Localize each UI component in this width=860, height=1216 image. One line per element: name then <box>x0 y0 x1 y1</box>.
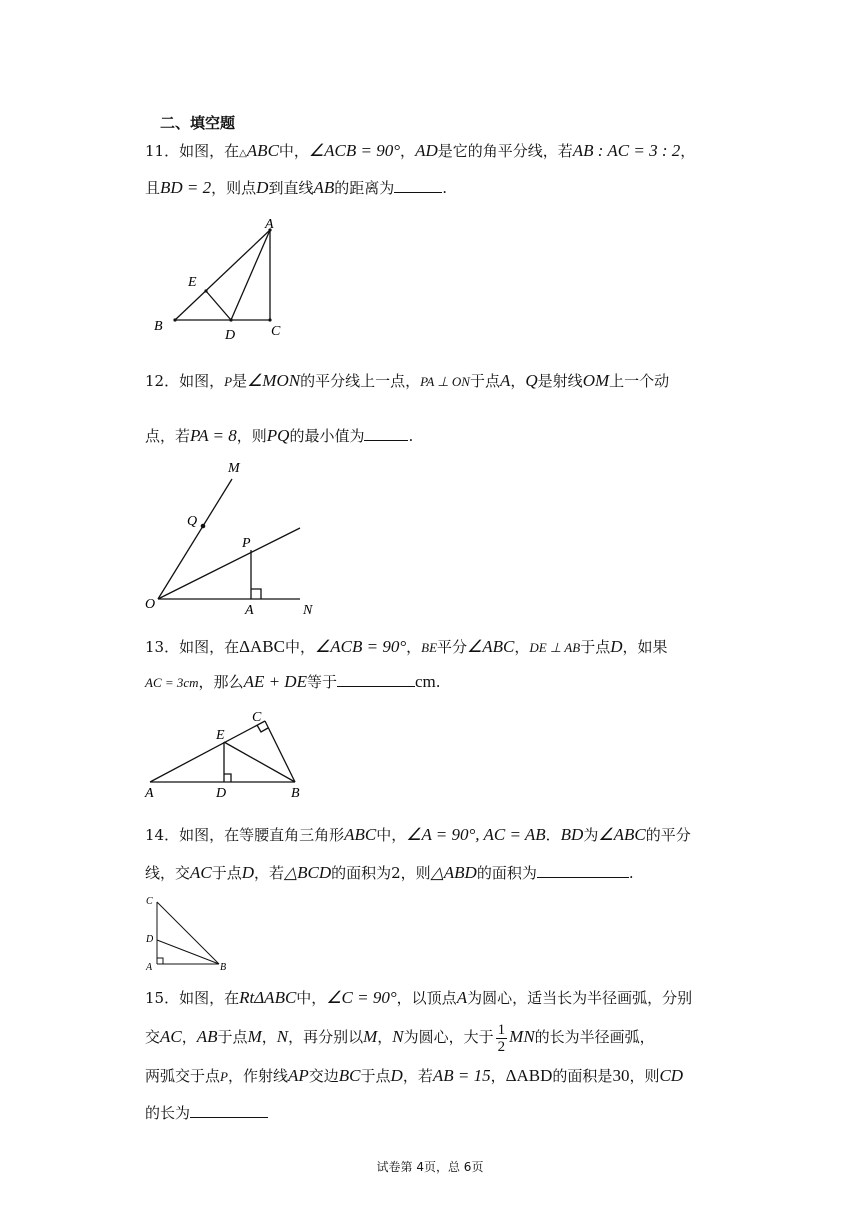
q11-math: ∠ACB = 90° <box>308 141 401 160</box>
q12-line-2 <box>145 419 725 453</box>
q12-text: . <box>408 427 414 445</box>
q15-text: 为圆心，适当长为半径画弧，分别 <box>467 989 693 1007</box>
q11-math: AD <box>415 141 438 160</box>
q15-text: 于点 <box>360 1067 391 1085</box>
q15-text: 交边 <box>308 1067 339 1085</box>
q14-figure <box>140 890 240 980</box>
q14-label-a: A <box>146 962 153 973</box>
q15-math: N <box>276 1027 289 1046</box>
q12-label-q: Q <box>187 514 198 529</box>
q14-line-1 <box>145 816 725 854</box>
q11-label-b: B <box>154 319 163 334</box>
q15-text: 的面积是 <box>552 1067 613 1085</box>
q14-label-c: C <box>146 896 153 907</box>
q14-math: AC <box>190 863 212 882</box>
q15-math: M <box>247 1027 262 1046</box>
q15-text: ， <box>181 1028 197 1046</box>
q13-line-1 <box>145 630 725 665</box>
question-11 <box>145 134 725 205</box>
q13-math: AE + DE <box>243 672 307 691</box>
question-13 <box>145 630 725 700</box>
q13-text: ， <box>406 638 422 656</box>
q12-math: ∠MON <box>247 371 301 390</box>
q13-label-b: B <box>291 786 300 801</box>
q14-text: 线，交 <box>145 864 191 882</box>
q15-text: ， <box>490 1067 506 1085</box>
q15-math: ∠C = 90° <box>326 988 397 1007</box>
q11-text: ， <box>400 142 416 160</box>
q12-text: 的平分线上一点， <box>300 372 421 390</box>
q11-label-c: C <box>271 324 281 339</box>
q13-math: ΔABC <box>239 637 285 656</box>
q12-figure <box>140 455 340 620</box>
q13-label-c: C <box>252 710 262 725</box>
q14-math: ∠ABC <box>598 825 646 844</box>
q15-math: AP <box>287 1066 309 1085</box>
fraction-numerator: 1 <box>497 1021 506 1038</box>
q11-text: 且 <box>145 179 161 197</box>
q11-text: 到直线 <box>268 179 314 197</box>
q15-text: ，作射线 <box>227 1067 288 1085</box>
q11-figure <box>140 212 300 344</box>
q13-text: 中， <box>284 638 315 656</box>
q13-text: ，那么 <box>198 673 244 691</box>
q14-math: △BCD <box>284 863 332 882</box>
q15-math: MN <box>509 1027 535 1046</box>
question-12 <box>145 364 725 453</box>
q12-math: Q <box>525 371 538 390</box>
q11-text: ， <box>680 142 696 160</box>
q11-math: AB <box>313 178 335 197</box>
q13-text: ，如果 <box>622 638 668 656</box>
q14-math: D <box>241 863 255 882</box>
q13-label-a: A <box>145 786 154 801</box>
q13-text: ， <box>514 638 530 656</box>
q15-text: ，则 <box>629 1067 660 1085</box>
q15-math: 30 <box>612 1066 630 1085</box>
q13-label-d: D <box>216 786 227 801</box>
q11-text: 11．如图，在 <box>145 142 240 160</box>
q15-text: 的长为半径画弧， <box>534 1028 655 1046</box>
q15-text: 的长为 <box>145 1104 191 1122</box>
q12-label-o: O <box>145 597 156 612</box>
q11-text: 的距离为 <box>334 179 395 197</box>
q15-math: CD <box>659 1066 684 1085</box>
q15-math: A <box>456 988 468 1007</box>
q14-text: 的面积为2，则 <box>331 864 431 882</box>
q11-text: . <box>442 179 448 197</box>
q15-math: ΔABD <box>505 1066 553 1085</box>
q12-text: ，则 <box>236 427 267 445</box>
q12-label-n: N <box>303 603 313 618</box>
q12-line-1 <box>145 364 725 399</box>
q15-text: ，若 <box>402 1067 433 1085</box>
q14-text: 的平分 <box>645 826 691 844</box>
q15-math: N <box>392 1027 404 1046</box>
q15-text: 于点 <box>217 1028 248 1046</box>
q14-text: 中， <box>376 826 407 844</box>
q15-math: D <box>390 1066 403 1085</box>
q14-text: 于点 <box>211 864 242 882</box>
q11-math: ABC <box>246 141 279 160</box>
q12-label-p: P <box>242 536 251 551</box>
q14-line-2 <box>145 854 725 892</box>
q15-line-4 <box>145 1095 725 1131</box>
fraction-denominator: 2 <box>497 1038 506 1055</box>
q11-line-2 <box>145 171 725 205</box>
q15-math: RtΔABC <box>239 988 297 1007</box>
answer-blank[interactable] <box>337 672 415 687</box>
q11-line-1 <box>145 134 725 171</box>
q15-math: P <box>220 1069 228 1084</box>
question-14 <box>145 816 725 892</box>
q11-math: BD = 2 <box>160 178 212 197</box>
q13-text: 平分 <box>437 638 468 656</box>
q15-text: 15．如图，在 <box>145 989 240 1007</box>
q15-text: ， <box>261 1028 277 1046</box>
q14-text: 14．如图，在等腰直角三角形 <box>145 826 345 844</box>
q14-text: ，若 <box>254 864 285 882</box>
q14-label-b: B <box>220 962 227 973</box>
fraction-one-half <box>496 1022 508 1055</box>
q15-math: AB <box>196 1027 218 1046</box>
q12-math: PA = 8 <box>190 426 237 445</box>
q12-math: A <box>499 371 511 390</box>
q13-math: BE <box>421 640 438 655</box>
q13-text: 13．如图，在 <box>145 638 240 656</box>
q12-math: PQ <box>266 426 290 445</box>
answer-blank[interactable] <box>394 178 442 193</box>
q11-label-d: D <box>225 328 236 343</box>
q15-text: 中， <box>296 989 327 1007</box>
q13-figure <box>140 704 320 804</box>
q14-math: ABC <box>344 825 377 844</box>
q11-text: ，则点 <box>211 179 257 197</box>
q12-text: 于点 <box>469 372 500 390</box>
q14-text: ． <box>545 826 561 844</box>
q12-text: 点，若 <box>145 427 191 445</box>
q13-math: DE ⊥ AB <box>529 640 581 655</box>
q13-label-e: E <box>216 728 225 743</box>
q11-math: AB : AC = 3 : 2 <box>572 141 681 160</box>
q15-text: ，再分别以 <box>288 1028 364 1046</box>
q12-label-m: M <box>228 461 240 476</box>
q15-text: 交 <box>145 1028 161 1046</box>
q12-label-a: A <box>245 603 254 618</box>
q15-text: 两弧交于点 <box>145 1067 221 1085</box>
q13-unit: cm <box>414 672 436 691</box>
q15-text: ，以顶点 <box>396 989 457 1007</box>
q12-math: OM <box>582 371 610 390</box>
q14-text: 为 <box>583 826 599 844</box>
q13-math: AC = 3cm <box>145 675 199 690</box>
q13-math: ∠ACB = 90° <box>315 637 407 656</box>
q15-math: AB = 15 <box>432 1066 491 1085</box>
q11-text: 是它的角平分线，若 <box>437 142 573 160</box>
q14-text: 的面积为 <box>476 864 537 882</box>
q12-text: 是 <box>232 372 248 390</box>
q14-math: BD <box>560 825 584 844</box>
q13-line-2 <box>145 665 725 700</box>
q14-math: △ABD <box>430 863 477 882</box>
q12-text: 是射线 <box>537 372 583 390</box>
q15-line-1 <box>145 980 725 1016</box>
q14-label-d: D <box>146 934 154 945</box>
q15-math: BC <box>338 1066 361 1085</box>
section-title: 二、填空题 <box>160 114 236 132</box>
q13-math: D <box>610 637 623 656</box>
answer-blank[interactable] <box>537 863 629 878</box>
q12-text: ， <box>510 372 526 390</box>
q14-math: ∠A = 90°, AC = AB <box>406 825 546 844</box>
q12-text: 12．如图， <box>145 372 225 390</box>
answer-blank[interactable] <box>190 1103 268 1118</box>
q15-line-2 <box>145 1016 725 1058</box>
q11-text: 中， <box>278 142 309 160</box>
q15-math: M <box>363 1027 378 1046</box>
q11-triangle-symbol: △ <box>239 148 247 159</box>
q12-math: PA ⊥ ON <box>420 374 470 389</box>
q13-math: ∠ABC <box>467 637 515 656</box>
question-15 <box>145 980 725 1131</box>
answer-blank[interactable] <box>364 426 408 441</box>
q13-text: 于点 <box>580 638 611 656</box>
q11-math: D <box>256 178 269 197</box>
q13-text: 等于 <box>306 673 337 691</box>
q15-line-3 <box>145 1058 725 1095</box>
q15-text: ， <box>377 1028 393 1046</box>
q11-label-a: A <box>265 217 274 232</box>
q13-text: . <box>435 673 441 691</box>
q12-text: 上一个动 <box>609 372 670 390</box>
q14-text: . <box>628 864 634 882</box>
q15-math: AC <box>160 1027 182 1046</box>
q11-label-e: E <box>188 275 197 290</box>
q12-math: P <box>224 374 233 389</box>
page-footer: 试卷第 4页，总 6页 <box>376 1160 484 1174</box>
q12-text: 的最小值为 <box>289 427 365 445</box>
q15-text: 为圆心，大于 <box>403 1028 494 1046</box>
